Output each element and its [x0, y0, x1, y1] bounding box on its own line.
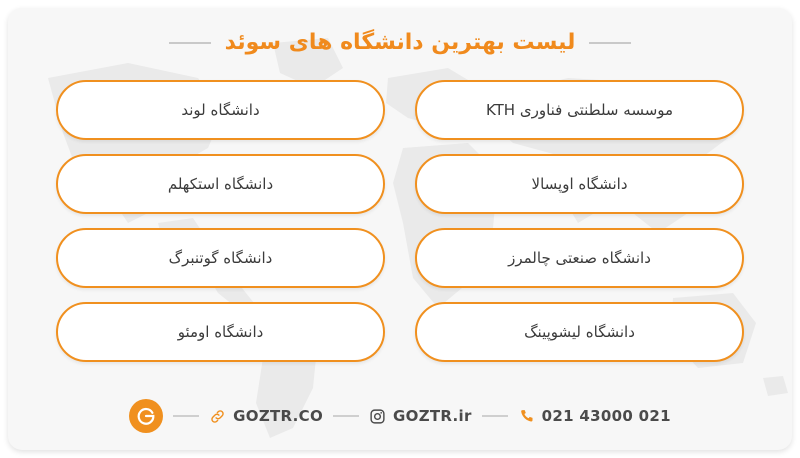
- list-item[interactable]: [415, 228, 744, 288]
- instagram-link[interactable]: [369, 407, 472, 425]
- instagram-icon: [369, 408, 386, 425]
- poster-card: [8, 8, 792, 450]
- university-list: [56, 80, 744, 362]
- university-name: دانشگاه اومئو: [177, 323, 264, 341]
- university-name: دانشگاه اوپسالا: [531, 175, 628, 193]
- list-item[interactable]: [415, 302, 744, 362]
- footer-rule: [482, 415, 508, 417]
- list-item[interactable]: [56, 80, 385, 140]
- phone-text: 021 43000 021: [541, 407, 671, 425]
- university-name: دانشگاه لوند: [181, 101, 260, 119]
- university-name: موسسه سلطنتی فناوری KTH: [485, 101, 674, 119]
- list-item[interactable]: [56, 302, 385, 362]
- website-text: GOZTR.CO: [233, 407, 324, 425]
- list-item[interactable]: [415, 80, 744, 140]
- university-name: دانشگاه لیشوپینگ: [524, 323, 635, 341]
- list-item[interactable]: [56, 228, 385, 288]
- page-title-text: لیست بهترین دانشگاه های سوئد: [224, 30, 576, 55]
- footer-bar: [8, 398, 792, 434]
- university-name: دانشگاه صنعتی چالمرز: [508, 249, 651, 267]
- list-item[interactable]: [415, 154, 744, 214]
- phone-icon: [518, 408, 535, 425]
- title-rule-right: [169, 42, 211, 44]
- list-item[interactable]: [56, 154, 385, 214]
- page-title: [8, 30, 792, 55]
- footer-rule: [173, 415, 199, 417]
- website-link[interactable]: [209, 407, 323, 425]
- university-name: دانشگاه گوتنبرگ: [168, 249, 273, 267]
- footer-rule: [333, 415, 359, 417]
- instagram-text: GOZTR.ir: [393, 407, 472, 425]
- phone-contact[interactable]: [518, 407, 671, 425]
- brand-logo-icon: [129, 399, 163, 433]
- link-icon: [209, 408, 226, 425]
- title-rule-left: [589, 42, 631, 44]
- university-name: دانشگاه استکهلم: [167, 175, 274, 193]
